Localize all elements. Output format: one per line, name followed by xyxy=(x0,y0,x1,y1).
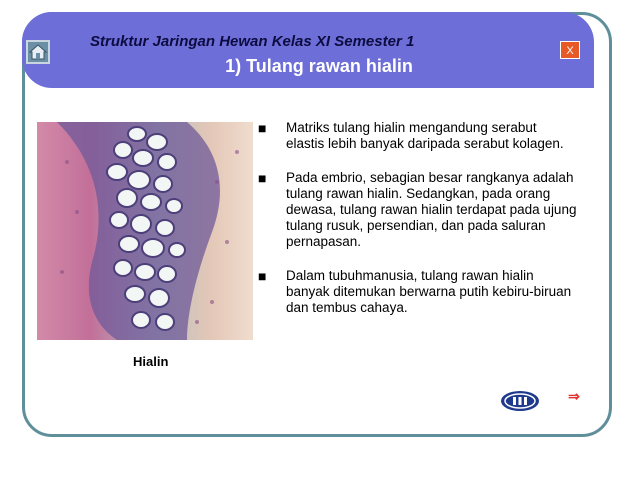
page-title: Struktur Jaringan Hewan Kelas XI Semester 1 xyxy=(90,33,415,50)
bullet-text: Pada embrio, sebagian besar rangkanya adalah tulang rawan hialin. Sedangkan, pada orang dewasa, tulang rawan hialin terdapat pada ujung tulang rusuk, persendian, dan pada saluran pernapasan. xyxy=(286,170,577,249)
square-bullet-icon: ■ xyxy=(258,170,267,186)
bullet-text: Dalam tubuhmanusia, tulang rawan hialin banyak ditemukan berwarna putih kebiru-biruan dan tembus cahaya. xyxy=(286,268,572,315)
bullet-text: Matriks tulang hialin mengandung serabut elastis lebih banyak daripada serabut kolagen. xyxy=(286,120,564,151)
list-item xyxy=(258,268,578,316)
double-arrow-right-icon[interactable]: ⇒ xyxy=(568,388,580,404)
slide-subtitle: 1) Tulang rawan hialin xyxy=(225,56,413,76)
bullet-list xyxy=(258,120,578,334)
image-caption: Hialin xyxy=(133,354,169,369)
close-button[interactable]: X xyxy=(560,41,580,59)
square-bullet-icon: ■ xyxy=(258,268,267,284)
list-item xyxy=(258,120,578,152)
square-bullet-icon: ■ xyxy=(258,120,267,136)
hyaline-cartilage-image xyxy=(37,122,253,340)
list-item xyxy=(258,170,578,250)
emblem-icon[interactable] xyxy=(500,390,540,412)
